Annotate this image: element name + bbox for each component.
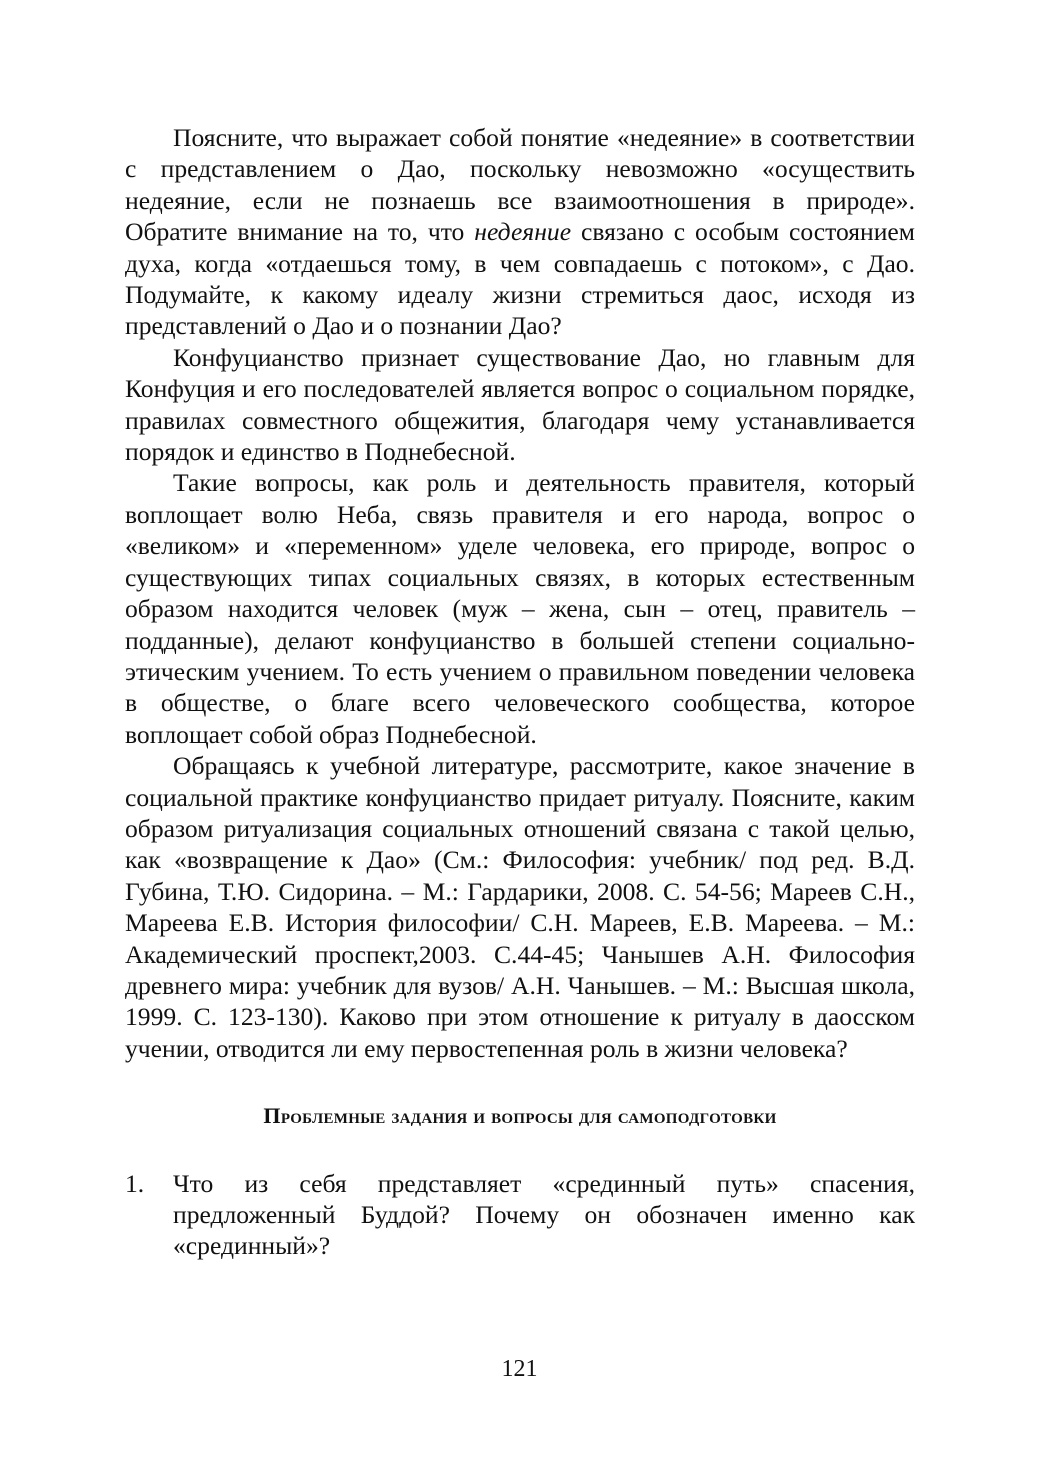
question-list <box>125 1168 915 1262</box>
section-heading: Проблемные задания и вопросы для самоподготовки <box>263 1103 777 1129</box>
paragraph <box>125 122 915 342</box>
paragraph: Конфуцианство признает существование Дао, но главным для Конфуция и его последователей является вопрос о социальном порядке, правилах совместного общежития, благодаря чему устанавливается порядок и единство в Поднебесной. <box>125 342 915 467</box>
page-number: 121 <box>501 1356 538 1382</box>
paragraph: Такие вопросы, как роль и деятельность правителя, который воплощает волю Неба, связь правителя и его народа, вопрос о «великом» и «переменном» уделе человека, его природе, вопрос о существующих типах социальных связях, в которых естественным образом находится человек (муж – жена, сын – отец, правитель – подданные), делают конфуцианство в большей степени социально-этическим учением. То есть учением о правильном поведении человека в обществе, о благе всего человеческого сообщества, которое воплощает собой образ Поднебесной. <box>125 468 915 749</box>
paragraph-text: Поясните, что выражает собой понятие «недеяние» в соответствии с представлением о Дао, поскольку невозможно «осуществить недеяние, если не познаешь все взаимоотношения в природе». Обратите внимание на то, что <box>125 123 915 247</box>
question-number: 1. <box>125 1168 145 1198</box>
question-text: Что из себя представляет «срединный путь» спасения, предложенный Буддой? Почему он обозначен именно как «срединный»? <box>173 1168 915 1261</box>
question-item <box>125 1168 915 1262</box>
paragraph: Обращаясь к учебной литературе, рассмотрите, какое значение в социальной практике конфуцианство придает ритуалу. Поясните, каким образом ритуализация социальных отношений связана с такой целью, как «возвращение к Дао» (См.: Философия: учебник/ под ред. В.Д. Губина, Т.Ю. Сидорина. – М.: Гардарики, 2008. С. 54-56; Мареев С.Н., Мареева Е.В. История философии/ С.Н. Мареев, Е.В. Мареева. – М.: Академический проспект,2003. С.44-45; Чанышев А.Н. Философия древнего мира: учебник для вузов/ А.Н. Чанышев. – М.: Высшая школа, 1999. С. 123-130). Каково при этом отношение к ритуалу в даосском учении, отводится ли ему первостепенная роль в жизни человека? <box>125 751 915 1063</box>
page-content <box>125 122 915 1262</box>
italic-term: недеяние <box>474 217 572 247</box>
paragraph-text: связано с особым состоянием духа, когда «отдаешься тому, в чем совпадаешь с потоком», с Дао. Подумайте, к какому идеалу жизни стремиться даос, исходя из представлений о Дао и о познании Дао? <box>125 217 915 341</box>
